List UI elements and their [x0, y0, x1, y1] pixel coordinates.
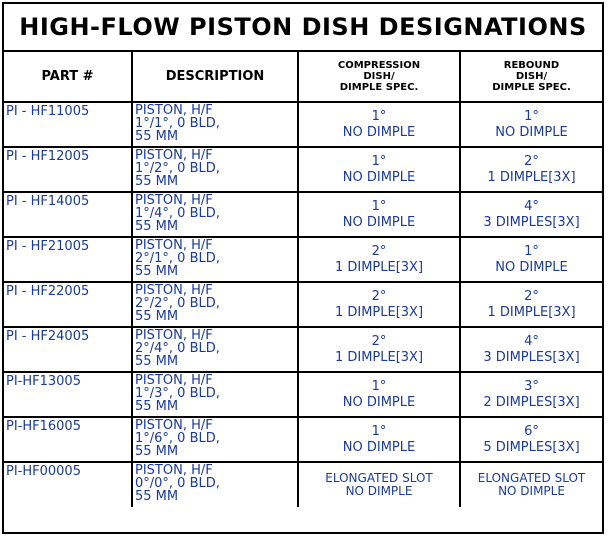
table-row [4, 102, 602, 147]
header-rebound-line: DISH/ [515, 71, 548, 82]
compression-spec-line: NO DIMPLE [342, 124, 416, 140]
rebound-spec-line: 3° [524, 378, 539, 394]
compression-spec-line: 1° [371, 108, 387, 124]
rebound-spec-line: 4° [524, 198, 539, 214]
rebound-spec-line: 1 DIMPLE[3X] [487, 169, 576, 185]
description-line: 55 MM [135, 219, 179, 234]
part-number-cell: PI - HF24005 [4, 327, 132, 372]
compression-spec-cell [298, 327, 460, 372]
compression-spec-cell [298, 282, 460, 327]
compression-spec-cell [298, 237, 460, 282]
rebound-spec-line: 1 DIMPLE[3X] [487, 304, 576, 320]
description-line: 1°/2°, 0 BLD, [135, 161, 220, 176]
rebound-spec-line: NO DIMPLE [498, 484, 565, 498]
part-number-cell: PI-HF16005 [4, 417, 132, 462]
compression-spec-line: 1 DIMPLE[3X] [334, 349, 424, 365]
description-cell [132, 102, 298, 147]
header-rebound [460, 52, 602, 102]
table-row [4, 192, 602, 237]
description-line: 2°/1°, 0 BLD, [135, 251, 220, 266]
header-compression-line: DISH/ [363, 71, 395, 82]
compression-spec-line: 2° [371, 288, 387, 304]
rebound-spec-line: 6° [524, 423, 539, 439]
header-compression [298, 52, 460, 102]
rebound-spec-cell [460, 147, 602, 192]
description-cell [132, 462, 298, 507]
description-line: 1°/6°, 0 BLD, [135, 431, 220, 446]
rebound-spec-line: 2 DIMPLES[3X] [483, 394, 580, 410]
compression-spec-cell [298, 192, 460, 237]
rebound-spec-line: ELONGATED SLOT [477, 471, 586, 485]
description-line: 55 MM [135, 264, 179, 279]
compression-spec-cell [298, 102, 460, 147]
table-row [4, 327, 602, 372]
header-compression-line: DIMPLE SPEC. [339, 82, 419, 93]
compression-spec-line: NO DIMPLE [342, 394, 416, 410]
table-row [4, 372, 602, 417]
description-line: PISTON, H/F [135, 328, 213, 343]
compression-spec-line: NO DIMPLE [345, 484, 413, 498]
header-compression-line: COMPRESSION [337, 60, 421, 71]
compression-spec-line: 1° [371, 378, 387, 394]
description-line: PISTON, H/F [135, 373, 213, 388]
rebound-spec-cell [460, 327, 602, 372]
rebound-spec-line: 1° [524, 108, 539, 124]
table-row [4, 282, 602, 327]
description-line: 55 MM [135, 354, 179, 369]
description-line: 55 MM [135, 489, 179, 504]
description-cell [132, 147, 298, 192]
rebound-spec-cell [460, 102, 602, 147]
description-line: PISTON, H/F [135, 103, 213, 118]
description-cell [132, 372, 298, 417]
description-line: PISTON, H/F [135, 193, 213, 208]
rebound-spec-cell [460, 372, 602, 417]
rebound-spec-line: 4° [524, 333, 539, 349]
compression-spec-line: 2° [371, 243, 387, 259]
description-line: PISTON, H/F [135, 283, 213, 298]
dish-designation-sheet [2, 2, 604, 534]
description-line: 1°/4°, 0 BLD, [135, 206, 220, 221]
compression-spec-line: 1° [371, 153, 387, 169]
rebound-spec-cell [460, 462, 602, 507]
description-line: PISTON, H/F [135, 418, 213, 433]
description-cell [132, 282, 298, 327]
compression-spec-cell [298, 372, 460, 417]
rebound-spec-cell [460, 282, 602, 327]
description-cell [132, 417, 298, 462]
compression-spec-line: 2° [371, 333, 387, 349]
rebound-spec-line: 2° [524, 288, 539, 304]
description-cell [132, 237, 298, 282]
rebound-spec-line: 1° [524, 243, 539, 259]
description-line: 1°/3°, 0 BLD, [135, 386, 220, 401]
description-line: PISTON, H/F [135, 463, 213, 478]
description-line: 55 MM [135, 129, 179, 144]
rebound-spec-line: NO DIMPLE [495, 259, 568, 275]
description-line: 55 MM [135, 309, 179, 324]
description-line: 2°/4°, 0 BLD, [135, 341, 220, 356]
rebound-spec-line: 3 DIMPLES[3X] [483, 214, 580, 230]
rebound-spec-line: 5 DIMPLES[3X] [483, 439, 580, 455]
part-number-cell: PI - HF21005 [4, 237, 132, 282]
description-line: 55 MM [135, 174, 179, 189]
description-cell [132, 327, 298, 372]
description-line: PISTON, H/F [135, 238, 213, 253]
header-description: DESCRIPTION [132, 52, 298, 102]
rebound-spec-cell [460, 192, 602, 237]
description-line: 55 MM [135, 399, 179, 414]
compression-spec-cell [298, 462, 460, 507]
designation-table [4, 52, 602, 507]
description-line: 2°/2°, 0 BLD, [135, 296, 220, 311]
description-cell [132, 192, 298, 237]
table-row [4, 237, 602, 282]
rebound-spec-line: 2° [524, 153, 539, 169]
part-number-cell: PI - HF22005 [4, 282, 132, 327]
compression-spec-line: 1° [371, 198, 387, 214]
description-line: PISTON, H/F [135, 148, 213, 163]
part-number-cell: PI - HF12005 [4, 147, 132, 192]
table-row [4, 462, 602, 507]
description-line: 1°/1°, 0 BLD, [135, 116, 220, 131]
description-line: 0°/0°, 0 BLD, [135, 476, 220, 491]
sheet-title: HIGH-FLOW PISTON DISH DESIGNATIONS [4, 4, 602, 52]
part-number-cell: PI-HF13005 [4, 372, 132, 417]
compression-spec-line: ELONGATED SLOT [325, 471, 433, 485]
table-row [4, 147, 602, 192]
header-rebound-line: REBOUND [503, 60, 560, 71]
part-number-cell: PI-HF00005 [4, 462, 132, 507]
header-row [4, 52, 602, 102]
compression-spec-line: NO DIMPLE [342, 169, 416, 185]
compression-spec-cell [298, 147, 460, 192]
compression-spec-line: NO DIMPLE [342, 439, 416, 455]
rebound-spec-cell [460, 417, 602, 462]
compression-spec-cell [298, 417, 460, 462]
rebound-spec-line: NO DIMPLE [495, 124, 568, 140]
compression-spec-line: 1 DIMPLE[3X] [334, 304, 424, 320]
part-number-cell: PI - HF14005 [4, 192, 132, 237]
compression-spec-line: NO DIMPLE [342, 214, 416, 230]
header-part: PART # [4, 52, 132, 102]
rebound-spec-cell [460, 237, 602, 282]
rebound-spec-line: 3 DIMPLES[3X] [483, 349, 580, 365]
compression-spec-line: 1° [371, 423, 387, 439]
table-row [4, 417, 602, 462]
description-line: 55 MM [135, 444, 179, 459]
header-rebound-line: DIMPLE SPEC. [492, 82, 571, 93]
part-number-cell: PI - HF11005 [4, 102, 132, 147]
compression-spec-line: 1 DIMPLE[3X] [334, 259, 424, 275]
